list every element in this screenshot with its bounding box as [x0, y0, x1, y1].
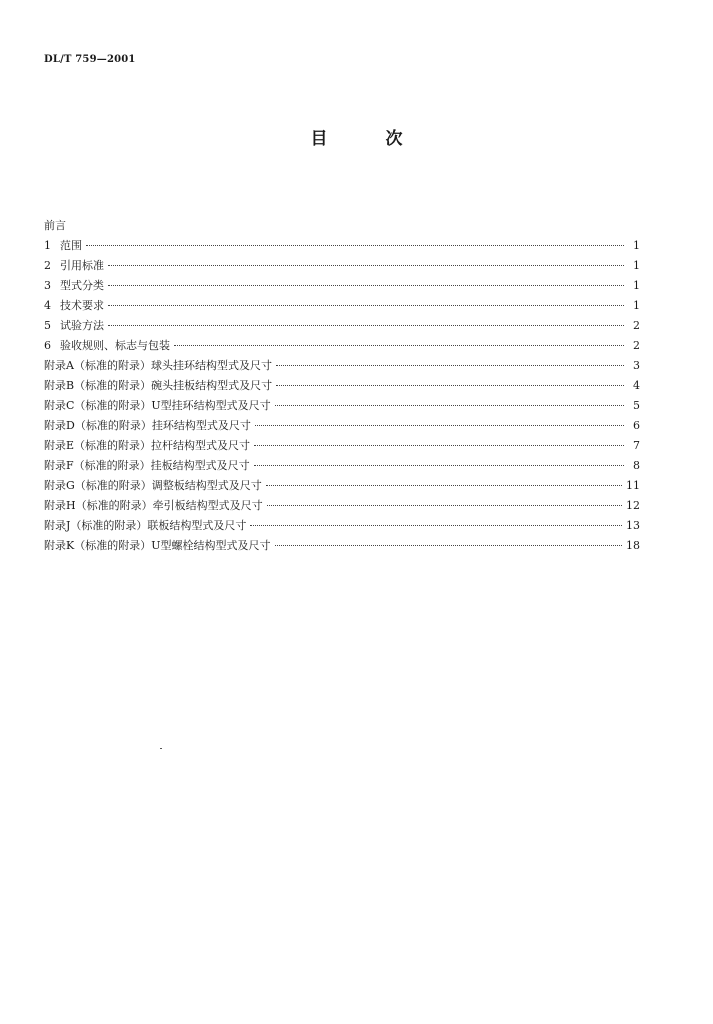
toc-entry[interactable] — [44, 256, 640, 276]
toc-entry-page: 11 — [626, 479, 640, 492]
toc-leader-dots — [266, 485, 622, 486]
toc-leader-dots — [276, 365, 624, 366]
toc-entry-title: 附录K（标准的附录）U型螺栓结构型式及尺寸 — [44, 539, 271, 552]
toc-entry-title: 附录B（标准的附录）碗头挂板结构型式及尺寸 — [44, 379, 273, 392]
toc-entry-number: 4 — [44, 299, 51, 312]
toc-entry[interactable] — [44, 316, 640, 336]
toc-entry-page: 4 — [633, 379, 640, 392]
toc-leader-dots — [275, 405, 624, 406]
toc-leader-dots — [86, 245, 624, 246]
toc-entry-page: 12 — [626, 499, 640, 512]
toc-appendix-entry[interactable] — [44, 396, 640, 416]
toc-leader-dots — [276, 385, 624, 386]
toc-entry-number: 5 — [44, 319, 51, 332]
toc-preface[interactable] — [44, 216, 640, 236]
toc-entry-page: 5 — [633, 399, 640, 412]
toc-entry-page: 8 — [633, 459, 640, 472]
toc-entry-title: 附录C（标准的附录）U型挂环结构型式及尺寸 — [44, 399, 271, 412]
toc-entry-page: 18 — [626, 539, 640, 552]
toc-leader-dots — [108, 325, 624, 326]
toc-appendix-entry[interactable] — [44, 436, 640, 456]
toc-entry-number: 6 — [44, 339, 51, 352]
scan-speck — [160, 748, 162, 749]
toc-appendix-entry[interactable] — [44, 496, 640, 516]
toc-entry-page: 1 — [633, 279, 640, 292]
toc-appendix-entry[interactable] — [44, 536, 640, 556]
toc-entry-number: 1 — [44, 239, 51, 252]
toc-entry-title: 型式分类 — [60, 279, 104, 292]
toc-appendix-entry[interactable] — [44, 376, 640, 396]
toc-entry-page: 1 — [633, 299, 640, 312]
toc-leader-dots — [254, 445, 624, 446]
toc-entry-title: 附录G（标准的附录）调整板结构型式及尺寸 — [44, 479, 262, 492]
toc-entry-page: 6 — [633, 419, 640, 432]
toc-leader-dots — [275, 545, 623, 546]
toc-entry-title: 附录E（标准的附录）拉杆结构型式及尺寸 — [44, 439, 251, 452]
toc-entry-page: 1 — [633, 239, 640, 252]
toc-leader-dots — [108, 285, 624, 286]
toc-entry[interactable] — [44, 336, 640, 356]
toc-entry[interactable] — [44, 276, 640, 296]
toc-leader-dots — [108, 305, 624, 306]
toc-preface-label: 前言 — [44, 219, 66, 232]
toc-title-char-1: 目 — [310, 129, 328, 149]
toc-leader-dots — [254, 465, 624, 466]
toc-leader-dots — [267, 505, 622, 506]
toc-entry-title: 附录F（标准的附录）挂板结构型式及尺寸 — [44, 459, 250, 472]
toc-entry-title: 技术要求 — [60, 299, 104, 312]
toc-entry-title: 附录D（标准的附录）挂环结构型式及尺寸 — [44, 419, 251, 432]
toc-appendix-entry[interactable] — [44, 416, 640, 436]
toc-entry-title: 试验方法 — [60, 319, 104, 332]
toc-entry-title: 引用标准 — [60, 259, 104, 272]
toc-entry-page: 3 — [633, 359, 640, 372]
toc-leader-dots — [255, 425, 624, 426]
toc-entry-title: 附录J（标准的附录）联板结构型式及尺寸 — [44, 519, 247, 532]
toc-title-char-2: 次 — [385, 129, 403, 149]
toc-leader-dots — [250, 525, 622, 526]
toc-title — [0, 124, 713, 149]
toc-entry-title: 附录H（标准的附录）牵引板结构型式及尺寸 — [44, 499, 263, 512]
document-code: DL/T 759—2001 — [44, 54, 136, 65]
toc-entry-page: 2 — [633, 339, 640, 352]
toc-appendix-entry[interactable] — [44, 456, 640, 476]
toc-entry-number: 2 — [44, 259, 51, 272]
toc-leader-dots — [108, 265, 624, 266]
toc-appendix-entry[interactable] — [44, 356, 640, 376]
toc-entry-title: 验收规则、标志与包装 — [60, 339, 170, 352]
toc-entry-page: 7 — [633, 439, 640, 452]
toc-entry-page: 1 — [633, 259, 640, 272]
toc-entry[interactable] — [44, 236, 640, 256]
toc-appendix-entry[interactable] — [44, 516, 640, 536]
toc-entry-number: 3 — [44, 279, 51, 292]
toc-entry-page: 2 — [633, 319, 640, 332]
toc-entry-title: 范围 — [60, 239, 82, 252]
toc-appendix-entry[interactable] — [44, 476, 640, 496]
toc-entry-title: 附录A（标准的附录）球头挂环结构型式及尺寸 — [44, 359, 272, 372]
toc-entry-page: 13 — [626, 519, 640, 532]
toc-leader-dots — [174, 345, 624, 346]
toc-entry[interactable] — [44, 296, 640, 316]
toc-list — [44, 216, 640, 556]
